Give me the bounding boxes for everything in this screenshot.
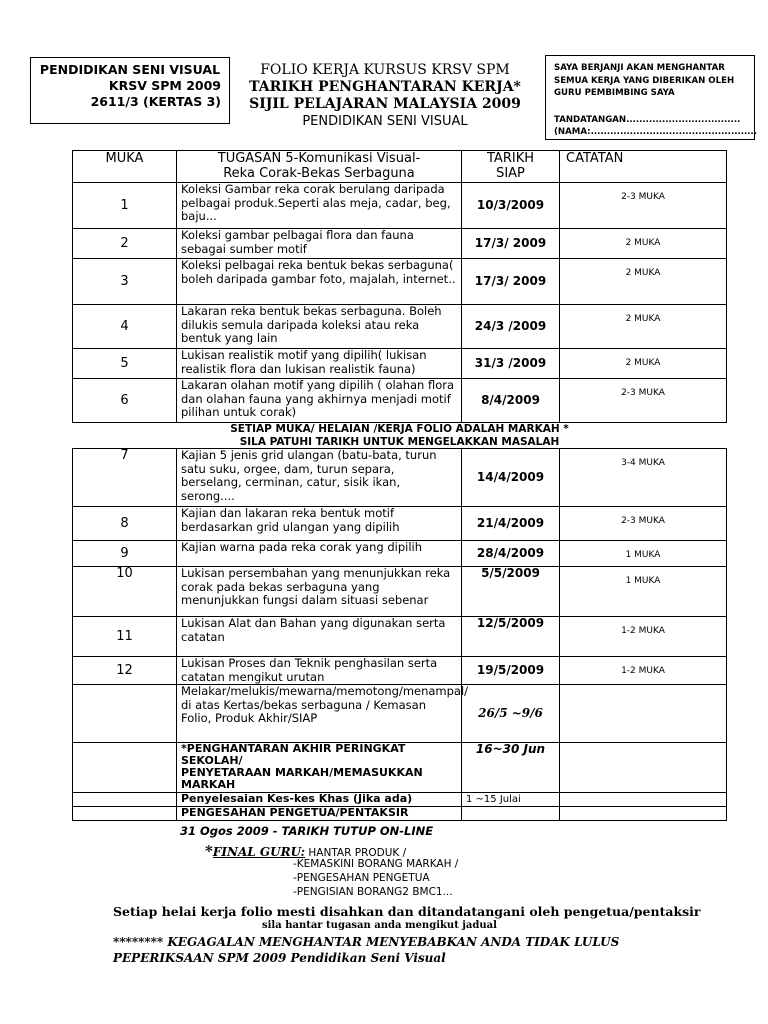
date-cell: 17/3/ 2009	[462, 229, 560, 259]
task-cell: Penyelesaian Kes-kes Khas (Jika ada)	[177, 793, 462, 807]
note-cell	[560, 685, 727, 743]
muka-cell: 2	[73, 229, 177, 259]
date-cell: 12/5/2009	[462, 617, 560, 657]
note-cell: 2 MUKA	[560, 305, 727, 349]
muka-cell: 9	[73, 541, 177, 567]
muka-cell	[73, 793, 177, 807]
task-cell: Lukisan Proses dan Teknik penghasilan serta catatan mengikut urutan	[177, 657, 462, 685]
pledge-line-3: GURU PEMBIMBING SAYA	[554, 88, 675, 98]
closing-date: 31 Ogos 2009 - TARIKH TUTUP ON-LINE	[180, 824, 434, 838]
final-guru-item: -PENGISIAN BORANG2 BMC1...	[293, 886, 453, 898]
muka-cell: 4	[73, 305, 177, 349]
final-guru-list	[293, 857, 458, 899]
note-cell: 2 MUKA	[560, 349, 727, 379]
table-row	[73, 507, 727, 541]
muka-cell: 6	[73, 379, 177, 423]
note-cell: 2 MUKA	[560, 259, 727, 305]
final-guru-first: HANTAR PRODUK /	[305, 847, 407, 859]
table-row	[73, 807, 727, 821]
task-cell: Melakar/melukis/mewarna/memotong/menampal/ di atas Kertas/bekas serbaguna / Kemasan Folio, Produk Akhir/SIAP	[177, 685, 462, 743]
date-cell: 24/3 /2009	[462, 305, 560, 349]
title-line-1: FOLIO KERJA KURSUS KRSV SPM	[260, 62, 510, 78]
task-cell: *PENGHANTARAN AKHIR PERINGKAT SEKOLAH/ PENYETARAAN MARKAH/MEMASUKKAN MARKAH	[177, 743, 462, 793]
verification-note: Setiap helai kerja folio mesti disahkan dan ditandatangani oleh pengetua/pentaksir	[113, 904, 701, 919]
muka-cell: 12	[73, 657, 177, 685]
muka-cell: 3	[73, 259, 177, 305]
table-row	[73, 793, 727, 807]
date-cell: 16~30 Jun	[462, 743, 560, 793]
subject-box	[30, 57, 230, 124]
date-cell: 14/4/2009	[462, 449, 560, 507]
note-cell: 2-3 MUKA	[560, 379, 727, 423]
final-guru-item: -PENGESAHAN PENGETUA	[293, 872, 430, 884]
title-line-4: PENDIDIKAN SENI VISUAL	[302, 114, 468, 129]
final-guru-label: FINAL GURU:	[212, 845, 306, 859]
date-cell: 17/3/ 2009	[462, 259, 560, 305]
task-cell: Lukisan persembahan yang menunjukkan reka corak pada bekas serbaguna yang menunjukkan fungsi dalam situasi sebenar	[177, 567, 462, 617]
note-cell: 2-3 MUKA	[560, 507, 727, 541]
table-row	[73, 657, 727, 685]
final-guru-star: *	[205, 842, 213, 860]
note-cell	[560, 807, 727, 821]
subject-line-1: PENDIDIKAN SENI VISUAL	[39, 62, 221, 77]
date-cell: 1 ~15 Julai	[462, 793, 560, 807]
note-cell: 1-2 MUKA	[560, 657, 727, 685]
date-cell: 5/5/2009	[462, 567, 560, 617]
subject-line-2: KRSV SPM 2009	[108, 78, 221, 93]
note-cell: 2-3 MUKA	[560, 183, 727, 229]
table-row	[73, 379, 727, 423]
muka-cell	[73, 743, 177, 793]
task-cell: PENGESAHAN PENGETUA/PENTAKSIR	[177, 807, 462, 821]
task-schedule-table	[72, 150, 727, 821]
task-cell: Kajian dan lakaran reka bentuk motif berdasarkan grid ulangan yang dipilih	[177, 507, 462, 541]
table-row	[73, 743, 727, 793]
header-catatan: CATATAN	[560, 151, 727, 183]
muka-cell: 8	[73, 507, 177, 541]
muka-cell	[73, 807, 177, 821]
note-cell: 2 MUKA	[560, 229, 727, 259]
muka-cell: 10	[73, 567, 177, 617]
table-row	[73, 567, 727, 617]
table-row	[73, 449, 727, 507]
table-row	[73, 685, 727, 743]
final-guru-item: -KEMASKINI BORANG MARKAH /	[293, 858, 459, 870]
task-cell: Koleksi pelbagai reka bentuk bekas serbaguna( boleh daripada gambar foto, majalah, internet..	[177, 259, 462, 305]
task-cell: Kajian 5 jenis grid ulangan (batu-bata, turun satu suku, orgee, dam, turun separa, berselang, cerminan, catur, sisik ikan, serong....	[177, 449, 462, 507]
name-line: (NAMA:...................................................	[554, 127, 758, 137]
muka-cell: 1	[73, 183, 177, 229]
note-cell: 3-4 MUKA	[560, 449, 727, 507]
title-line-3: SIJIL PELAJARAN MALAYSIA 2009	[249, 96, 521, 112]
table-row	[73, 349, 727, 379]
header-tarikh: TARIKH SIAP	[462, 151, 560, 183]
note-cell: 1 MUKA	[560, 541, 727, 567]
schedule-note: sila hantar tugasan anda mengikut jadual	[262, 920, 497, 931]
warning-stars: ********	[113, 935, 164, 949]
table-row	[73, 229, 727, 259]
warning-note	[113, 934, 673, 966]
note-cell	[560, 793, 727, 807]
note-cell: 1-2 MUKA	[560, 617, 727, 657]
notice-row	[73, 423, 727, 449]
task-cell: Lukisan realistik motif yang dipilih( lukisan realistik flora dan lukisan realistik fauna)	[177, 349, 462, 379]
date-cell: 8/4/2009	[462, 379, 560, 423]
date-cell: 31/3 /2009	[462, 349, 560, 379]
table-row	[73, 259, 727, 305]
task-cell: Lakaran olahan motif yang dipilih ( olahan flora dan olahan fauna yang akhirnya menjadi motif pilihan untuk corak)	[177, 379, 462, 423]
date-cell: 21/4/2009	[462, 507, 560, 541]
task-cell: Koleksi Gambar reka corak berulang daripada pelbagai produk.Seperti alas meja, cadar, beg, baju...	[177, 183, 462, 229]
date-cell: 28/4/2009	[462, 541, 560, 567]
pledge-line-1: SAYA BERJANJI AKAN MENGHANTAR	[554, 63, 725, 73]
date-cell	[462, 807, 560, 821]
table-row	[73, 183, 727, 229]
notice-line-2: SILA PATUHI TARIKH UNTUK MENGELAKKAN MASALAH	[239, 435, 560, 448]
table-row	[73, 617, 727, 657]
task-cell: Koleksi gambar pelbagai flora dan fauna sebagai sumber motif	[177, 229, 462, 259]
date-cell: 19/5/2009	[462, 657, 560, 685]
date-cell: 26/5 ~9/6	[462, 685, 560, 743]
subject-line-3: 2611/3 (KERTAS 3)	[90, 94, 221, 109]
task-cell: Kajian warna pada reka corak yang dipilih	[177, 541, 462, 567]
note-cell: 1 MUKA	[560, 567, 727, 617]
note-cell	[560, 743, 727, 793]
date-cell: 10/3/2009	[462, 183, 560, 229]
table-row	[73, 541, 727, 567]
title-line-2: TARIKH PENGHANTARAN KERJA*	[249, 79, 521, 95]
table-row	[73, 305, 727, 349]
header-muka: MUKA	[73, 151, 177, 183]
muka-cell: 7	[73, 449, 177, 507]
notice-line-1: SETIAP MUKA/ HELAIAN /KERJA FOLIO ADALAH MARKAH *	[230, 423, 569, 435]
task-cell: Lakaran reka bentuk bekas serbaguna. Boleh dilukis semula daripada koleksi atau reka bentuk yang lain	[177, 305, 462, 349]
muka-cell: 11	[73, 617, 177, 657]
warning-text: KEGAGALAN MENGHANTAR MENYEBABKAN ANDA TIDAK LULUS PEPERIKSAAN SPM 2009 Pendidikan Seni Visual	[113, 935, 620, 965]
muka-cell: 5	[73, 349, 177, 379]
pledge-line-2: SEMUA KERJA YANG DIBERIKAN OLEH	[554, 75, 735, 86]
task-cell: Lukisan Alat dan Bahan yang digunakan serta catatan	[177, 617, 462, 657]
document-title	[240, 62, 530, 130]
header-tugasan: TUGASAN 5-Komunikasi Visual- Reka Corak-Bekas Serbaguna	[177, 151, 462, 183]
muka-cell	[73, 685, 177, 743]
pledge-box	[545, 55, 758, 140]
signature-line: TANDATANGAN...................................	[554, 114, 741, 125]
